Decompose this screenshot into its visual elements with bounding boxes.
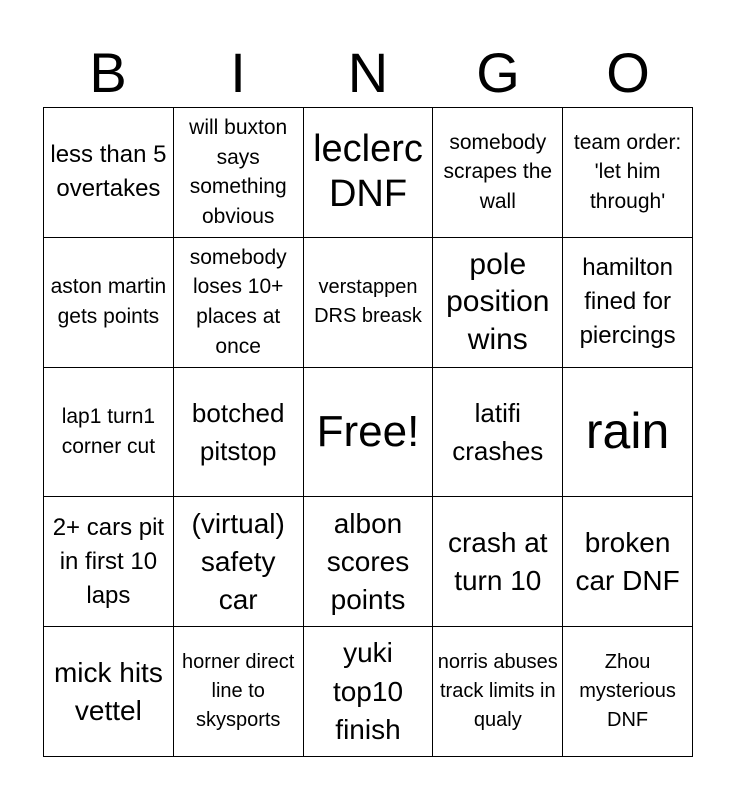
bingo-cell[interactable] [433,497,563,627]
bingo-cell[interactable] [563,497,693,627]
bingo-cell[interactable] [563,108,693,238]
cell-text: 2+ cars pit in first 10 laps [52,513,165,609]
cell-text: (virtual) safety car [191,507,285,615]
cell-text: team order: 'let him through' [573,130,682,214]
cell-text: pole position wins [446,247,550,356]
bingo-board [43,107,693,757]
cell-text: somebody scrapes the wall [443,130,553,214]
bingo-cell[interactable] [174,497,304,627]
cell-text: aston martin gets points [50,275,167,329]
bingo-cell[interactable] [563,627,693,757]
cell-text: mick hits vettel [53,656,163,726]
bingo-cell[interactable] [304,497,434,627]
cell-text: hamilton fined for piercings [579,254,676,350]
bingo-cell[interactable] [44,238,174,368]
cell-text: norris abuses track limits in qualy [437,650,558,732]
bingo-cell[interactable] [304,627,434,757]
cell-text: albon scores points [326,507,410,615]
cell-text: Free! [316,406,420,456]
cell-text: broken car DNF [575,526,680,596]
bingo-cell[interactable] [174,238,304,368]
bingo-cell[interactable] [44,497,174,627]
bingo-cell[interactable] [44,368,174,498]
bingo-cell[interactable] [44,108,174,238]
header-letter-n: N [347,41,389,104]
header-letter-o: O [606,41,650,104]
bingo-cell[interactable] [563,368,693,498]
cell-text: yuki top10 finish [332,637,404,745]
cell-text: somebody loses 10+ places at once [189,245,287,358]
bingo-cell[interactable] [433,108,563,238]
cell-text: crash at turn 10 [447,526,548,596]
bingo-cell[interactable] [304,368,434,498]
bingo-cell[interactable] [174,627,304,757]
header-letter-b: B [89,41,127,104]
header-letter-g: G [476,41,520,104]
cell-text: latifi crashes [452,397,544,466]
bingo-cell[interactable] [304,238,434,368]
bingo-header [43,38,693,108]
cell-text: Zhou mysterious DNF [579,651,676,732]
cell-text: verstappen DRS breask [314,276,422,328]
bingo-cell[interactable] [433,627,563,757]
bingo-cell[interactable] [433,368,563,498]
bingo-cell[interactable] [563,238,693,368]
header-letter-i: I [230,41,246,104]
bingo-cell[interactable] [44,627,174,757]
bingo-cell[interactable] [174,368,304,498]
cell-text: leclerc DNF [313,127,423,216]
bingo-cell[interactable] [304,108,434,238]
bingo-cell[interactable] [174,108,304,238]
cell-text: less than 5 overtakes [50,141,167,203]
cell-text: will buxton says something obvious [189,115,288,229]
cell-text: botched pitstop [191,397,285,466]
cell-text: rain [585,403,670,460]
cell-text: lap1 turn1 corner cut [61,405,156,458]
bingo-cell[interactable] [433,238,563,368]
cell-text: horner direct line to skysports [182,650,295,732]
